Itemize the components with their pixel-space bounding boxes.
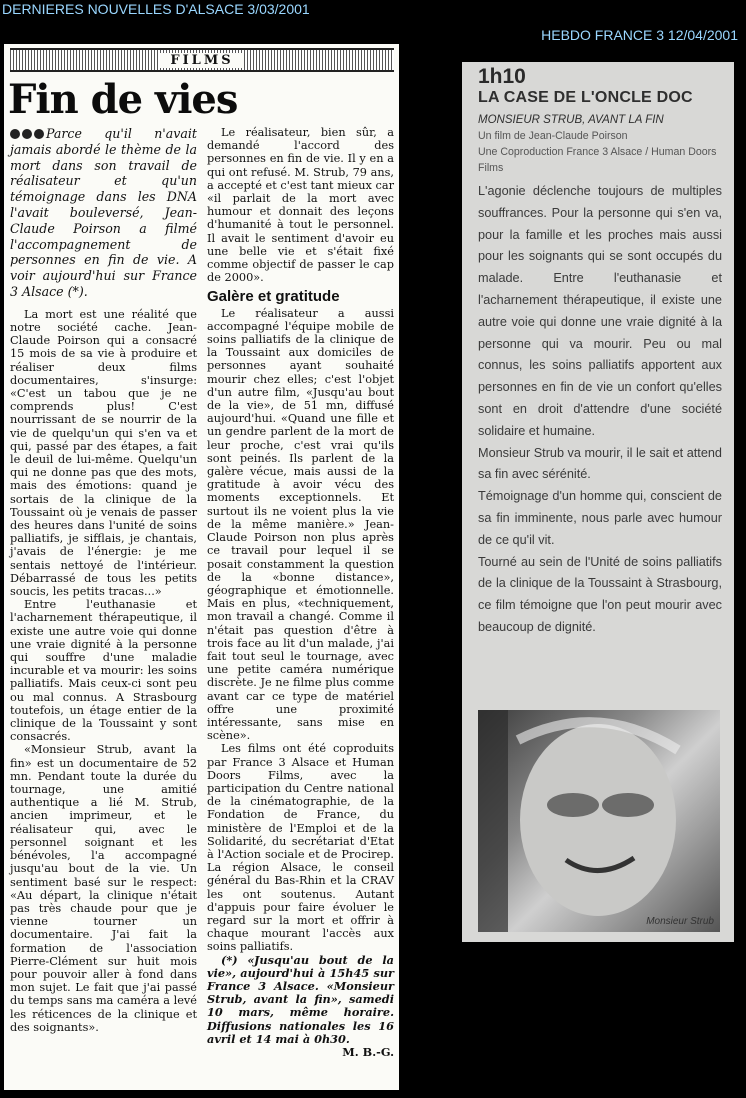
description-paragraph: L'agonie déclenche toujours de multiples souffrances. Pour la personne qui s'en va, pour la famille et les proches mais aussi pour les soignants qui se sont occupés du malade. Entre l'euthanasie et l'acharnement thérapeutique, il existe une autre voie qui donne une vraie dignité à la personne qui va mourir. Peu ou mal connus, les soins palliatifs apportent aux personnes en fin de vie un confort qu'elles sont en droit d'attendre d'une société solidaire et humaine.: [478, 184, 722, 438]
left-source-header: DERNIERES NOUVELLES D'ALSACE 3/03/2001: [2, 1, 310, 17]
rubric-label: FILMS: [160, 53, 243, 68]
programme-title: LA CASE DE L'ONCLE DOC: [478, 89, 693, 106]
article-columns: [10, 126, 394, 1059]
programme-subtitle: MONSIEUR STRUB, AVANT LA FIN: [478, 114, 664, 126]
column-left: [10, 126, 197, 1059]
headline: Fin de vies: [8, 76, 238, 123]
lede-paragraph: [10, 126, 197, 300]
hebdo-clipping: [462, 62, 734, 942]
description-paragraph: Tourné au sein de l'Unité de soins palliatifs de la clinique de la Toussaint à Strasbourg, ce film témoigne que l'on peut mourir avec beaucoup de dignité.: [478, 554, 722, 634]
portrait-illustration: [478, 710, 720, 932]
lede-text: Parce qu'il n'avait jamais abordé le thème de la mort dans son travail de réalisateur et qu'un témoignage dans les DNA l'avait bouleversé, Jean-Claude Poirson a filmé l'accompagnement de personnes en fin de vie. A voir aujourd'hui sur France 3 Alsace (*).: [10, 126, 197, 299]
description-paragraph: Témoignage d'un homme qui, conscient de sa fin imminente, nous parle avec humour de ce qu'il vit.: [478, 489, 722, 547]
body-paragraph: «Monsieur Strub, avant la fin» est un documentaire de 52 mn. Pendant toute la durée du tournage, une amitié authentique a lié M. Strub, ancien imprimeur, et le réalisateur qui, avec le personnel soignant et les bénévoles, l'a accompagné jusqu'au bout de la vie. Un sentiment basé sur le respect: «Au départ, la clinique n'était pas très chaude pour que je vienne tourner un documentaire. J'ai fait la formation de l'association Pierre-Clément sur huit mois pour pouvoir aller à fond dans mon sujet. Le fait que j'ai passé du temps sans ma caméra a levé les réticences de la clinique et des soignants».: [10, 743, 197, 1034]
production-credit: Une Coproduction France 3 Alsace / Human Doors Films: [478, 146, 717, 174]
subheading: Galère et gratitude: [207, 288, 340, 306]
director-credit: Un film de Jean-Claude Poirson: [478, 130, 628, 142]
body-paragraph: La mort est une réalité que notre société cache. Jean-Claude Poirson qui a consacré 15 mois de sa vie à produire et réaliser deux films documentaires, s'insurge: «C'est un tabou que je ne comprends plus! C'est nourrissant de se nourrir de la vie de quelqu'un qui s'en va et qui, passé par des étapes, a fait le deuil de lui-même. Quelqu'un qui ne donne pas que des mots, mais des émotions: quand je sortais de la clinique de la Toussaint où je venais de passer des heures dans l'unité de soins palliatifs, je sifflais, je chantais, j'avais de l'énergie: je me sentais nettoyé de l'intérieur. Débarrassé de tous les petits soucis, les petits tracas...»: [10, 307, 197, 599]
portrait-photo: [478, 710, 720, 932]
body-paragraph: Le réalisateur a aussi accompagné l'équipe mobile de soins palliatifs de la clinique de la Toussaint aux domiciles de personnes ayant souhaité mourir chez elles; c'est l'objet d'un autre film, «Jusqu'au bout de la vie», de 51 mn, diffusé aujourd'hui. «Quand une fille et un gendre parlent de la mort de leur proche, c'est vrai qu'ils sont peinés. Ils parlent de la galère vécue, mais aussi de la gratitude à avoir vécu des moments exceptionnels. Et surtout ils ne voient plus la vie de la même manière.» Jean-Claude Poirson non plus après ce travail pour lequel il se posait constamment la question de la «bonne distance», géographique et émotionnelle. Mais en plus, «techniquement, mon travail a changé. Comme il n'était pas question d'être à trois face au lit d'un malade, j'ai fait tout seul le tournage, avec une petite caméra numérique discrète. Je ne filme plus comme avant car ce type de matériel offre une proximité intéressante, sans mise en scène».: [207, 306, 394, 743]
column-right: [207, 126, 394, 1059]
footnote-text: (*) «Jusqu'au bout de la vie», aujourd'hui à 15h45 sur France 3 Alsace. «Monsieur Strub, avant la fin», samedi 10 mars, même horaire. Diffusions nationales les 16 avril et 14 mai à 0h30.: [207, 952, 394, 1046]
body-paragraph: Le réalisateur, bien sûr, a demandé l'accord des personnes en fin de vie. Il y en a qui ont refusé. M. Strub, 79 ans, a accepté et c'est tant mieux car «il parlait de la mort avec humour et donnait des leçons d'humanité à tout le personnel. Il avait le sentiment d'avoir eu une belle vie et s'était fixé comme objectif de passer le cap de 2000».: [207, 126, 394, 285]
footnote: [207, 954, 394, 1060]
author-signature: M. B.-G.: [342, 1045, 394, 1060]
right-source-header: HEBDO FRANCE 3 12/04/2001: [541, 27, 738, 43]
description-paragraph: Monsieur Strub va mourir, il le sait et attend sa fin avec sérénité.: [478, 445, 722, 482]
body-paragraph: Entre l'euthanasie et l'acharnement thérapeutique, il existe une autre voie qui donne une vraie dignité à la personne qui souffre d'une maladie incurable et va mourir: les soins palliatifs. Mais ceux-ci sont peu ou mal connus. A Strasbourg toutefois, un étage entier de la clinique de la Toussaint y sont consacrés.: [10, 598, 197, 744]
bullet-dot-icon: [10, 129, 20, 139]
rubric-bar: [10, 48, 394, 72]
photo-caption: Monsieur Strub: [646, 916, 714, 927]
dna-clipping: [4, 44, 399, 1090]
body-paragraph: Les films ont été coproduits par France 3 Alsace et Human Doors Films, avec la participation du Centre national de la cinématographie, de la Fondation de France, du ministère de l'Emploi et de la Solidarité, du secrétariat d'Etat à l'Action sociale et de Procirep. La région Alsace, le conseil général du Bas-Rhin et la CRAV les ont soutenus. Autant d'appuis pour faire évoluer le regard sur la mort et offrir à chaque mourant l'accès aux soins palliatifs.: [207, 742, 394, 954]
bullet-dot-icon: [22, 129, 32, 139]
bullet-dot-icon: [34, 129, 44, 139]
programme-description: [478, 181, 722, 639]
programme-duration: 1h10: [478, 65, 526, 88]
